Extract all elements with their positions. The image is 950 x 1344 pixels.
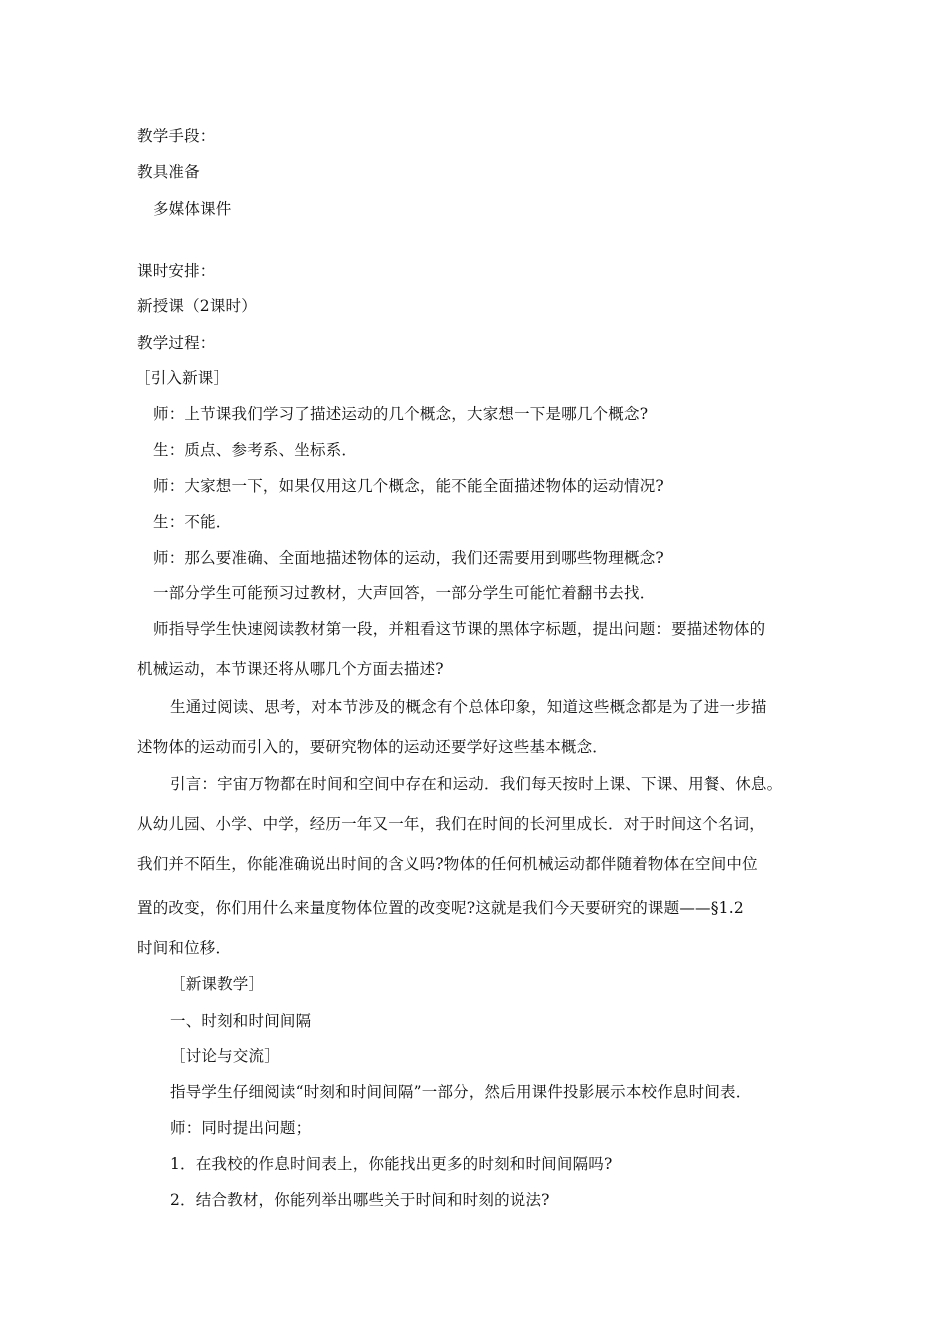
paragraph-line: 我们并不陌生，你能准确说出时间的含义吗?物体的任何机械运动都伴随着物体在空间中位 bbox=[137, 855, 758, 873]
paragraph-line: 从幼儿园、小学、中学，经历一年又一年，我们在时间的长河里成长．对于时间这个名词， bbox=[137, 815, 766, 833]
text-new-lesson: 新授课（2课时） bbox=[137, 297, 257, 315]
heading-teaching-means: 教学手段： bbox=[137, 127, 216, 145]
paragraph-line: 机械运动，本节课还将从哪几个方面去描述? bbox=[137, 660, 444, 678]
paragraph-line: 述物体的运动而引入的，要研究物体的运动还要学好这些基本概念． bbox=[137, 738, 609, 756]
dialog-line: 师：那么要准确、全面地描述物体的运动，我们还需要用到哪些物理概念? bbox=[153, 549, 664, 567]
dialog-line: 生：质点、参考系、坐标系． bbox=[153, 441, 358, 459]
dialog-line: 师：上节课我们学习了描述运动的几个概念，大家想一下是哪几个概念? bbox=[153, 405, 649, 423]
heading-schedule: 课时安排： bbox=[137, 262, 216, 280]
paragraph-line: 生通过阅读、思考，对本节涉及的概念有个总体印象，知道这些概念都是为了进一步描 bbox=[170, 698, 767, 716]
paragraph-line: 师：同时提出问题； bbox=[170, 1119, 312, 1137]
section-intro: ［引入新课］ bbox=[135, 369, 230, 387]
dialog-line: 师：大家想一下，如果仅用这几个概念，能不能全面描述物体的运动情况? bbox=[153, 477, 664, 495]
paragraph-line: 置的改变，你们用什么来量度物体位置的改变呢?这就是我们今天要研究的课题——§1.2 bbox=[137, 899, 744, 917]
paragraph-line: 指导学生仔细阅读“时刻和时间间隔”一部分，然后用课件投影展示本校作息时间表． bbox=[170, 1083, 752, 1101]
list-item: 2．结合教材，你能列举出哪些关于时间和时刻的说法? bbox=[170, 1191, 550, 1209]
paragraph-line: 时间和位移． bbox=[137, 939, 232, 957]
dialog-line: 生：不能． bbox=[153, 513, 232, 531]
section-new-lesson: ［新课教学］ bbox=[170, 975, 265, 993]
heading-process: 教学过程： bbox=[137, 334, 216, 352]
paragraph-line: 师指导学生快速阅读教材第一段，并粗看这节课的黑体字标题，提出问题：要描述物体的 bbox=[153, 620, 766, 638]
text-multimedia: 多媒体课件 bbox=[153, 200, 232, 218]
paragraph-line: 引言：宇宙万物都在时间和空间中存在和运动．我们每天按时上课、下课、用餐、休息。 bbox=[170, 775, 783, 793]
section-discussion: ［讨论与交流］ bbox=[170, 1047, 280, 1065]
list-item: 1．在我校的作息时间表上，你能找出更多的时刻和时间间隔吗? bbox=[170, 1155, 613, 1173]
heading-teaching-aids: 教具准备 bbox=[137, 163, 200, 181]
paragraph-line: 一部分学生可能预习过教材，大声回答，一部分学生可能忙着翻书去找． bbox=[153, 584, 656, 602]
subheading-time: 一、时刻和时间间隔 bbox=[170, 1012, 312, 1030]
